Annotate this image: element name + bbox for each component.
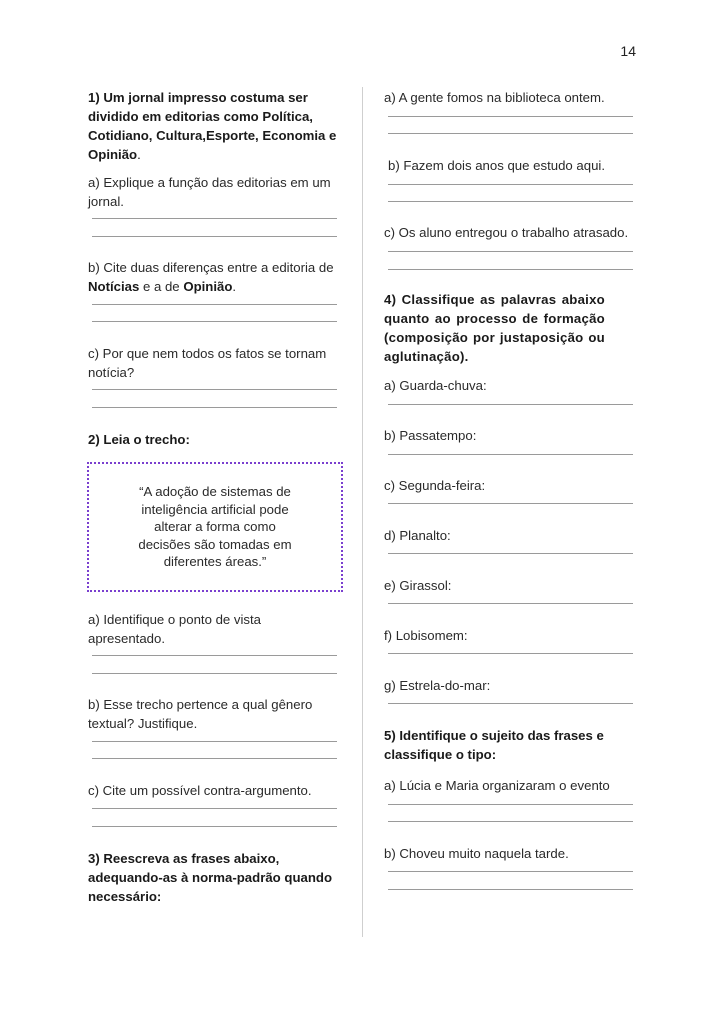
question-1-title: 1) Um jornal impresso costuma ser dividido em editorias como Política, Cotidiano, Cultura,Esporte, Economia e Opinião. (88, 90, 337, 162)
answer-line[interactable] (388, 553, 633, 554)
question-1b: b) Cite duas diferenças entre a editoria de Notícias e a de Opinião. (88, 260, 334, 294)
question-3a: a) A gente fomos na biblioteca ontem. (384, 90, 605, 105)
page-number: 14 (620, 43, 636, 59)
quote-text: “A adoção de sistemas de inteligência artificial pode alterar a forma como decisões são tomadas em diferentes áreas.” (138, 484, 292, 570)
answer-line[interactable] (92, 758, 337, 759)
question-1a: a) Explique a função das editorias em um jornal. (88, 175, 331, 209)
column-divider (362, 87, 363, 937)
question-4-item: f) Lobisomem: (384, 628, 468, 643)
question-2c: c) Cite um possível contra-argumento. (88, 783, 312, 798)
answer-line[interactable] (388, 871, 633, 872)
answer-line[interactable] (388, 404, 633, 405)
question-4-item: b) Passatempo: (384, 428, 477, 443)
answer-line[interactable] (92, 808, 337, 809)
answer-line[interactable] (92, 321, 337, 322)
answer-line[interactable] (92, 389, 337, 390)
question-5-title: 5) Identifique o sujeito das frases e classifique o tipo: (384, 728, 604, 762)
question-2b: b) Esse trecho pertence a qual gênero textual? Justifique. (88, 697, 313, 731)
answer-line[interactable] (92, 218, 337, 219)
answer-line[interactable] (388, 184, 633, 185)
question-4-item: e) Girassol: (384, 578, 452, 593)
answer-line[interactable] (388, 653, 633, 654)
question-5a: a) Lúcia e Maria organizaram o evento (384, 778, 610, 793)
answer-line[interactable] (92, 236, 337, 237)
question-4-title: 4) Classifique as palavras abaixo quanto ao processo de formação (composição por justaposição ou aglutinação). (384, 292, 605, 364)
question-4-item: d) Planalto: (384, 528, 451, 543)
question-2-title: 2) Leia o trecho: (88, 432, 190, 447)
answer-line[interactable] (388, 133, 633, 134)
answer-line[interactable] (92, 741, 337, 742)
question-2a: a) Identifique o ponto de vista apresentado. (88, 612, 262, 646)
question-4-item: a) Guarda-chuva: (384, 378, 487, 393)
answer-line[interactable] (388, 804, 633, 805)
answer-line[interactable] (388, 889, 633, 890)
answer-line[interactable] (388, 251, 633, 252)
answer-line[interactable] (92, 673, 337, 674)
answer-line[interactable] (388, 703, 633, 704)
answer-line[interactable] (388, 116, 633, 117)
answer-line[interactable] (388, 821, 633, 822)
question-4-item: c) Segunda-feira: (384, 478, 486, 493)
answer-line[interactable] (92, 304, 337, 305)
question-1c: c) Por que nem todos os fatos se tornam notícia? (88, 346, 327, 380)
answer-line[interactable] (388, 201, 633, 202)
question-3b: b) Fazem dois anos que estudo aqui. (388, 158, 605, 173)
quote-box (87, 462, 343, 592)
answer-line[interactable] (388, 603, 633, 604)
question-3-title: 3) Reescreva as frases abaixo, adequando-as à norma-padrão quando necessário: (88, 851, 332, 904)
question-3c: c) Os aluno entregou o trabalho atrasado. (384, 225, 629, 240)
answer-line[interactable] (388, 503, 633, 504)
answer-line[interactable] (388, 454, 633, 455)
answer-line[interactable] (388, 269, 633, 270)
answer-line[interactable] (92, 826, 337, 827)
answer-line[interactable] (92, 407, 337, 408)
question-4-item: g) Estrela-do-mar: (384, 678, 491, 693)
answer-line[interactable] (92, 655, 337, 656)
question-5b: b) Choveu muito naquela tarde. (384, 846, 569, 861)
